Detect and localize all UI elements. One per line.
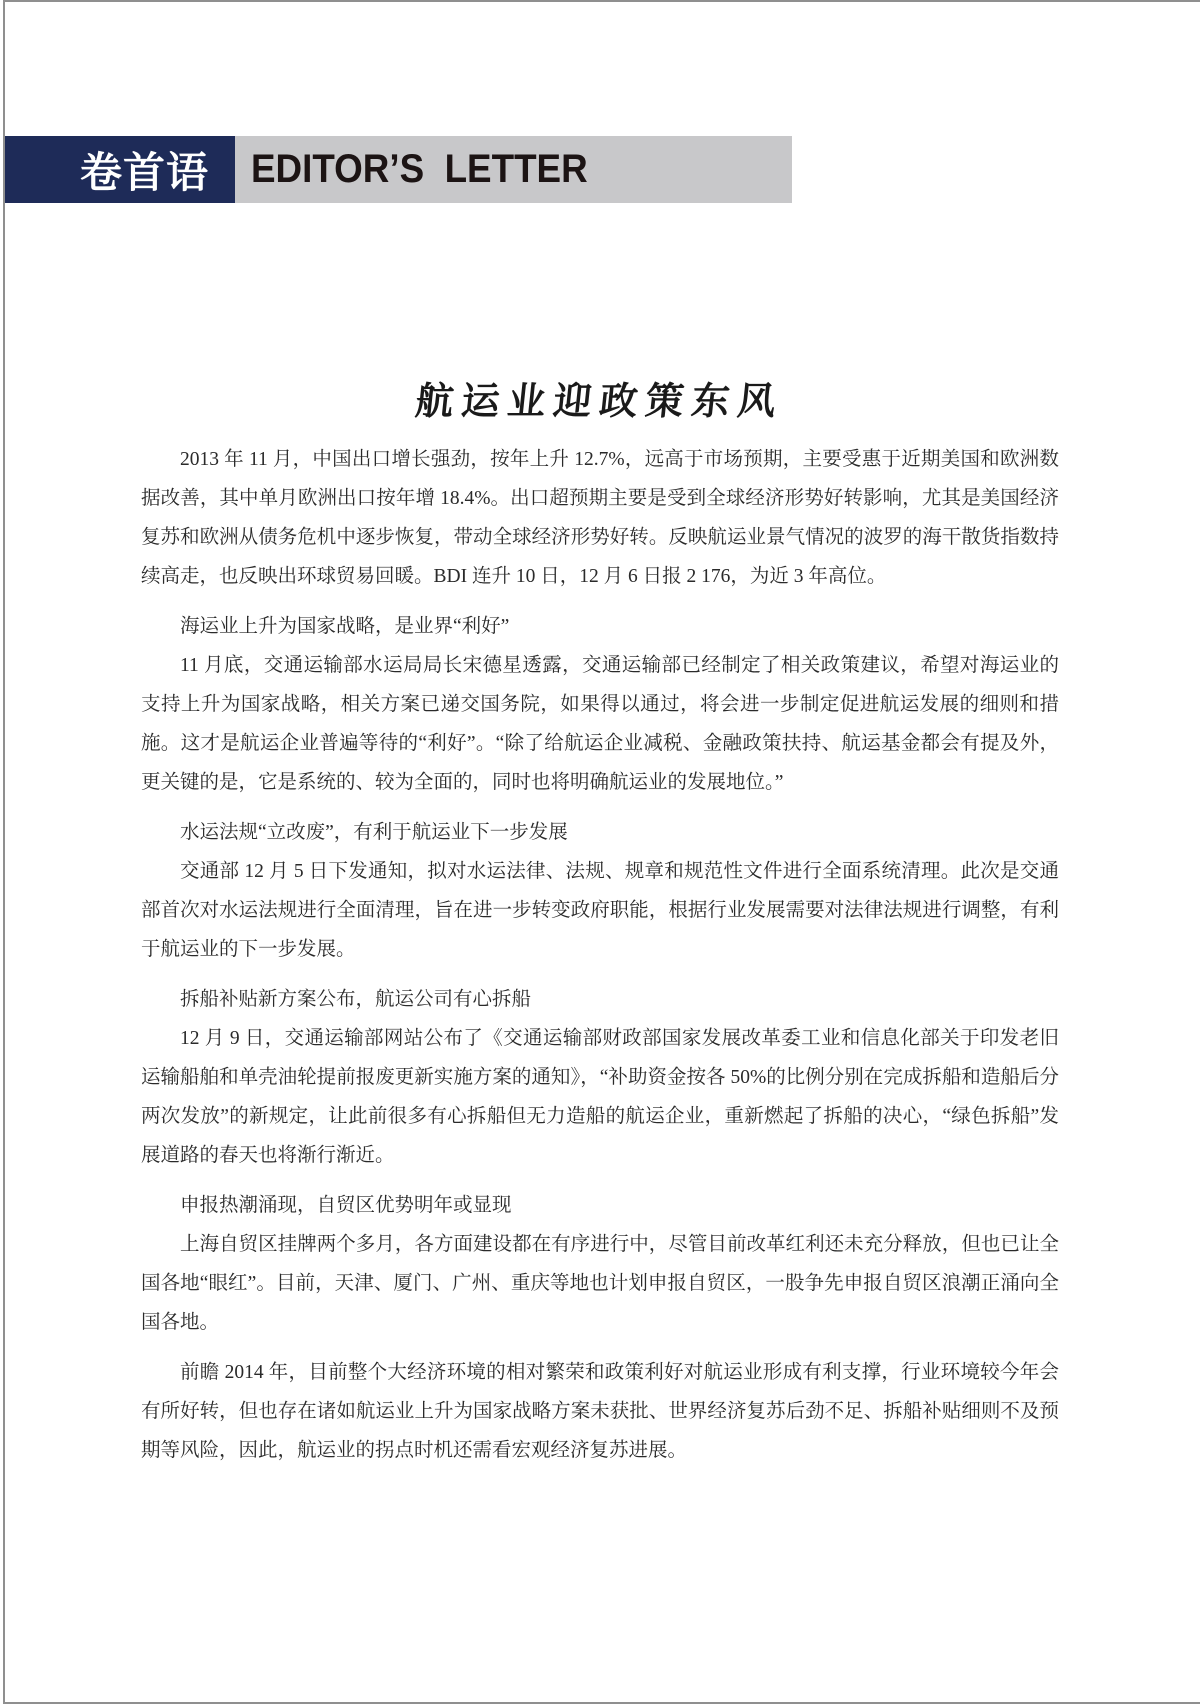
paragraph: 上海自贸区挂牌两个多月，各方面建设都在有序进行中，尽管目前改革红利还未充分释放，但也已让全国各地“眼红”。目前，天津、厦门、广州、重庆等地也计划申报自贸区，一股争先申报自贸区浪潮正涌向全国各地。	[141, 1234, 1059, 1333]
paragraph: 11 月底，交通运输部水运局局长宋德星透露，交通运输部已经制定了相关政策建议，希望对海运业的支持上升为国家战略，相关方案已递交国务院，如果得以通过，将会进一步制定促进航运发展的细则和措施。这才是航运企业普遍等待的“利好”。“除了给航运企业减税、金融政策扶持、航运基金都会有提及外，更关键的是，它是系统的、较为全面的，同时也将明确航运业的发展地位。”	[141, 655, 1059, 793]
section-subheading: 申报热潮涌现，自贸区优势明年或显现	[180, 1195, 512, 1216]
paragraph: 2013 年 11 月，中国出口增长强劲，按年上升 12.7%，远高于市场预期，主要受惠于近期美国和欧洲数据改善，其中单月欧洲出口按年增 18.4%。出口超预期主要是受到全球经济形势好转影响，尤其是美国经济复苏和欧洲从债务危机中逐步恢复，带动全球经济形势好转。反映航运业景气情况的波罗的海干散货指数持续高走，也反映出环球贸易回暖。BDI 连升 10 日，12 月 6 日报 2 176，为近 3 年高位。	[141, 449, 1059, 587]
paragraph: 交通部 12 月 5 日下发通知，拟对水运法律、法规、规章和规范性文件进行全面系统清理。此次是交通部首次对水运法规进行全面清理，旨在进一步转变政府职能，根据行业发展需要对法律法规进行调整，有利于航运业的下一步发展。	[141, 861, 1059, 960]
section-subheading: 海运业上升为国家战略，是业界“利好”	[180, 616, 510, 637]
section-subheading: 水运法规“立改废”，有利于航运业下一步发展	[180, 822, 568, 843]
paragraph: 12 月 9 日，交通运输部网站公布了《交通运输部财政部国家发展改革委工业和信息化部关于印发老旧运输船舶和单壳油轮提前报废更新实施方案的通知》，“补助资金按各 50%的比例分别在完成拆船和造船后分两次发放”的新规定，让此前很多有心拆船但无力造船的航运企业，重新燃起了拆船的决心，“绿色拆船”发展道路的春天也将渐行渐近。	[141, 1028, 1059, 1166]
article-title: 航运业迎政策东风	[413, 378, 787, 424]
article-body	[141, 440, 1059, 1470]
section-label-en	[235, 136, 792, 203]
paragraph: 前瞻 2014 年，目前整个大经济环境的相对繁荣和政策利好对航运业形成有利支撑，行业环境较今年会有所好转，但也存在诸如航运业上升为国家战略方案未获批、世界经济复苏后劲不足、拆船补贴细则不及预期等风险，因此，航运业的拐点时机还需看宏观经济复苏进展。	[141, 1362, 1059, 1461]
section-subheading: 拆船补贴新方案公布，航运公司有心拆船	[180, 989, 532, 1010]
section-label-cn: 卷首语	[5, 136, 235, 203]
section-banner	[5, 136, 792, 203]
section-label-en-text: EDITOR’S LETTER	[251, 147, 588, 191]
